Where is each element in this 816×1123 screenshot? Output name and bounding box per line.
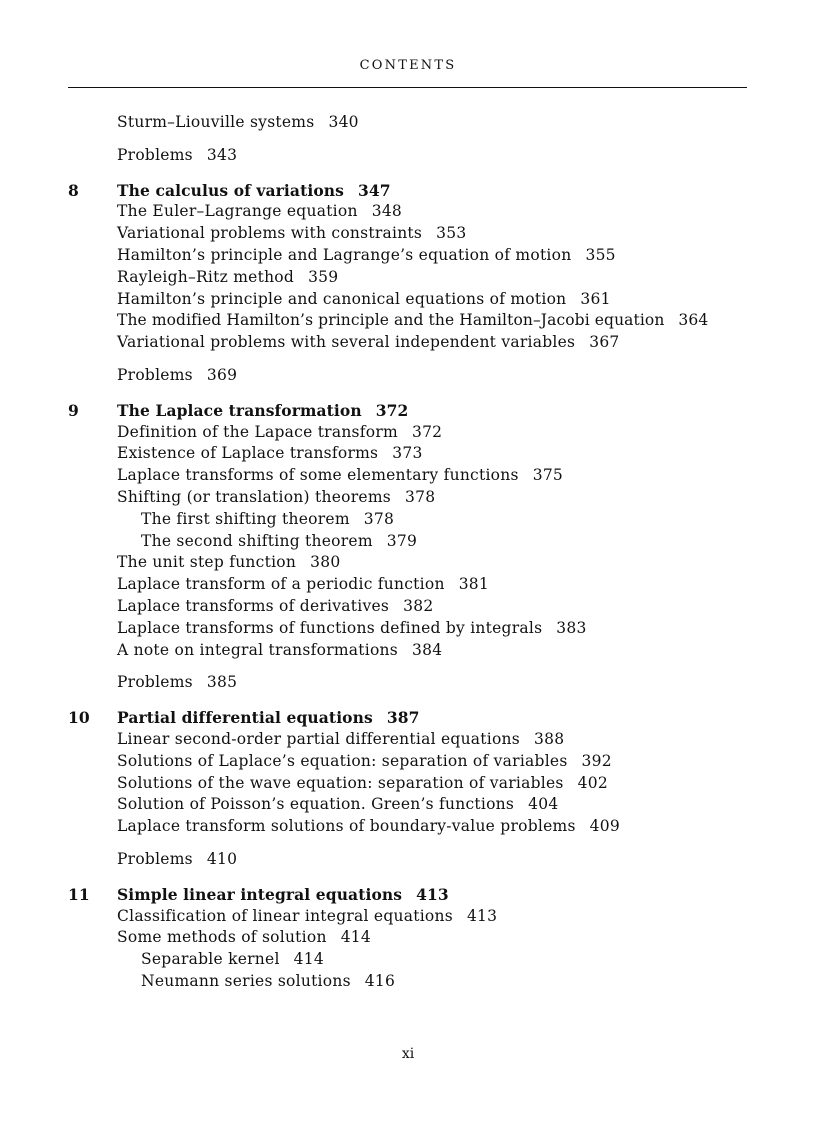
toc-entry-title: Linear second-order partial differential equations	[117, 729, 520, 748]
toc-entry-page: 359	[308, 267, 339, 286]
chapter-8-heading[interactable]	[68, 180, 768, 202]
toc-entry-page: 382	[403, 596, 434, 615]
toc-entry-page: 343	[206, 145, 238, 164]
toc-entry-title: The unit step function	[117, 553, 297, 572]
toc-entry-title: Laplace transforms of derivatives	[117, 596, 390, 615]
chapter-page: 387	[386, 708, 420, 728]
toc-entry-title: Sturm–Liouville systems	[117, 113, 315, 131]
toc-subentry[interactable]	[68, 509, 768, 531]
chapter-page: 347	[357, 180, 391, 200]
toc-entry-title: The Euler–Lagrange equation	[117, 202, 358, 221]
toc-entry-title: The second shifting theorem	[141, 531, 373, 550]
toc-entry-page: 375	[532, 466, 564, 485]
toc-entry-title: Hamilton’s principle and canonical equations of motion	[117, 289, 567, 308]
toc-problems[interactable]	[68, 849, 768, 871]
toc-entry-title: Definition of the Lapace transform	[117, 422, 398, 441]
toc-entry-title: Laplace transform solutions of boundary-value problems	[117, 817, 576, 836]
toc-entry[interactable]	[68, 640, 768, 662]
toc-entry[interactable]	[68, 773, 768, 795]
toc-entry-page: 348	[371, 202, 403, 221]
chapter-number: 9	[68, 400, 79, 420]
toc-entry[interactable]	[68, 816, 768, 838]
toc-entry-page: 373	[392, 444, 423, 463]
toc-entry-page: 402	[577, 773, 608, 792]
chapter-10-heading[interactable]	[68, 707, 768, 729]
toc-entry-page: 416	[364, 971, 396, 990]
toc-subentry[interactable]	[68, 971, 768, 993]
toc-entry-title: Variational problems with several independent variables	[117, 333, 576, 352]
toc-entry[interactable]	[68, 487, 768, 509]
toc-entry-title: Variational problems with constraints	[117, 224, 423, 243]
toc-entry[interactable]	[68, 618, 768, 640]
chapter-title: The Laplace transformation	[117, 400, 362, 420]
toc-entry[interactable]	[68, 465, 768, 487]
toc-entry-page: 372	[411, 422, 443, 441]
toc-entry-title: Solution of Poisson’s equation. Green’s functions	[117, 795, 515, 814]
toc-entry[interactable]	[68, 310, 768, 332]
toc-entry-title: The modified Hamilton’s principle and the Hamilton–Jacobi equation	[117, 311, 665, 330]
toc-problems[interactable]	[68, 365, 768, 387]
toc-entry-page: 361	[580, 289, 611, 308]
toc-entry-title: Problems	[117, 365, 193, 384]
toc-entry[interactable]	[68, 729, 768, 751]
toc-entry-page: 381	[458, 575, 490, 594]
toc-entry[interactable]	[68, 552, 768, 574]
toc-entry[interactable]	[68, 332, 768, 354]
toc-problems[interactable]	[68, 145, 768, 167]
chapter-title: The calculus of variations	[117, 180, 344, 200]
toc-entry[interactable]	[68, 223, 768, 245]
toc-entry[interactable]	[68, 267, 768, 289]
toc-subentry[interactable]	[68, 531, 768, 553]
toc-entry-title: Separable kernel	[141, 950, 280, 969]
toc-entry[interactable]	[68, 422, 768, 444]
toc-entry-page: 409	[589, 817, 620, 836]
toc-entry[interactable]	[68, 596, 768, 618]
toc-entry[interactable]	[68, 201, 768, 223]
header-rule	[68, 87, 747, 88]
toc-entry-title: The first shifting theorem	[141, 509, 350, 528]
toc-entry-page: 413	[466, 906, 498, 925]
toc-entry-page: 383	[556, 618, 587, 637]
chapter-page: 413	[416, 884, 449, 904]
toc-entry-title: Laplace transforms of some elementary functions	[117, 466, 519, 485]
toc-subentry[interactable]	[68, 949, 768, 971]
toc-entry-page: 364	[678, 311, 709, 330]
toc-entry-page: 384	[412, 640, 443, 659]
page-number: xi	[401, 1046, 415, 1062]
toc-entry-title: Problems	[117, 673, 193, 692]
toc-entry[interactable]	[68, 751, 768, 773]
toc-entry-title: Laplace transform of a periodic function	[117, 575, 445, 594]
toc-entry-title: Problems	[117, 849, 193, 868]
toc-entry-title: Rayleigh–Ritz method	[117, 267, 295, 286]
table-of-contents	[68, 112, 768, 993]
chapter-11-heading[interactable]	[68, 884, 768, 906]
toc-entry-title: Classification of linear integral equations	[117, 906, 453, 925]
toc-entry-page: 379	[386, 531, 418, 550]
toc-entry-page: 414	[340, 928, 372, 947]
toc-entry-title: Neumann series solutions	[141, 971, 351, 990]
toc-entry[interactable]	[68, 927, 768, 949]
toc-entry-title: Solutions of Laplace’s equation: separation of variables	[117, 751, 568, 770]
toc-entry-page: 380	[310, 553, 341, 572]
chapter-title: Simple linear integral equations	[117, 884, 403, 904]
toc-entry-page: 392	[581, 751, 612, 770]
toc-problems[interactable]	[68, 672, 768, 694]
toc-entry[interactable]	[68, 112, 768, 134]
toc-entry[interactable]	[68, 574, 768, 596]
chapter-number: 8	[68, 180, 79, 200]
toc-entry-page: 414	[293, 950, 325, 969]
toc-entry-page: 369	[206, 365, 238, 384]
toc-entry-title: Laplace transforms of functions defined by integrals	[117, 618, 543, 637]
toc-entry-title: Problems	[117, 145, 193, 164]
toc-entry-page: 355	[585, 245, 616, 264]
toc-entry-title: Solutions of the wave equation: separation of variables	[117, 773, 564, 792]
chapter-number: 10	[68, 708, 90, 728]
toc-entry-page: 385	[206, 673, 238, 692]
toc-entry-page: 353	[436, 224, 467, 243]
toc-entry-page: 410	[206, 849, 238, 868]
toc-entry[interactable]	[68, 289, 768, 311]
toc-entry-title: Shifting (or translation) theorems	[117, 487, 391, 506]
chapter-number: 11	[68, 884, 90, 904]
toc-entry[interactable]	[68, 906, 768, 928]
running-header: CONTENTS	[359, 58, 457, 73]
toc-entry[interactable]	[68, 245, 768, 267]
chapter-9-heading[interactable]	[68, 400, 768, 422]
toc-entry[interactable]	[68, 443, 768, 465]
toc-entry-page: 378	[404, 487, 436, 506]
chapter-title: Partial differential equations	[117, 708, 373, 728]
toc-entry-page: 388	[534, 729, 565, 748]
toc-entry-page: 378	[363, 509, 395, 528]
toc-entry-title: Existence of Laplace transforms	[117, 444, 379, 463]
chapter-page: 372	[375, 400, 409, 420]
toc-entry-page: 367	[589, 333, 620, 352]
toc-entry[interactable]	[68, 794, 768, 816]
toc-entry-page: 404	[528, 795, 559, 814]
toc-entry-title: A note on integral transformations	[117, 640, 398, 659]
toc-entry-title: Some methods of solution	[117, 928, 327, 947]
toc-entry-title: Hamilton’s principle and Lagrange’s equation of motion	[117, 245, 572, 264]
toc-entry-page: 340	[328, 113, 359, 131]
